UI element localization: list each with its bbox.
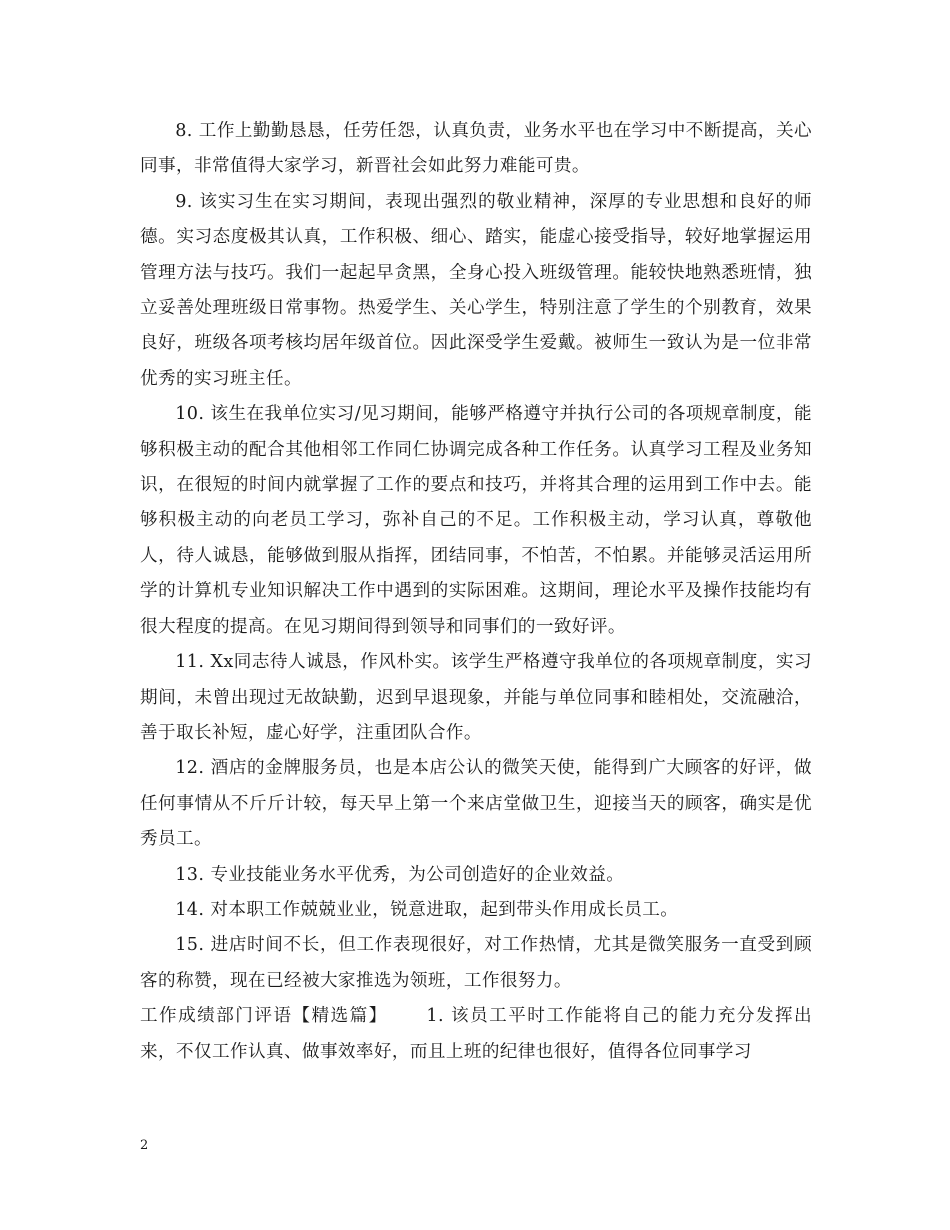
page-number: 2	[140, 1138, 149, 1153]
section-first-item: 1. 该员工平时工作能将自己的能力充分发挥出来，不仅工作认真、做事效率好，而且上班的纪律也很好，值得各位同事学习	[140, 1006, 813, 1062]
comment-paragraph-13: 13. 专业技能业务水平优秀，为公司创造好的企业效益。	[175, 864, 625, 885]
comment-paragraph-10: 10. 该生在我单位实习/见习期间，能够严格遵守并执行公司的各项规章制度，能够积极主动的配合其他相邻工作同仁协调完成各种工作任务。认真学习工程及业务知识，在很短的时间内就掌握了工作的要点和技巧，并将其合理的运用到工作中去。能够积极主动的向老员工学习，弥补自己的不足。工作积极主动，学习认真，尊敬他人，待人诚恳，能够做到服从指挥，团结同事，不怕苦，不怕累。并能够灵活运用所学的计算机专业知识解决工作中遇到的实际困难。这期间，理论水平及操作技能均有很大程度的提高。在见习期间得到领导和同事们的一致好评。	[140, 404, 812, 637]
comment-paragraph-9: 9. 该实习生在实习期间，表现出强烈的敬业精神，深厚的专业思想和良好的师德。实习态度极其认真，工作积极、细心、踏实，能虚心接受指导，较好地掌握运用管理方法与技巧。我们一起起早贪黑，全身心投入班级管理。能较快地熟悉班情，独立妥善处理班级日常事物。热爱学生、关心学生，特别注意了学生的个别教育，效果良好，班级各项考核均居年级首位。因此深受学生爱戴。被师生一致认为是一位非常优秀的实习班主任。	[140, 191, 812, 389]
section-heading: 工作成绩部门评语【精选篇】	[140, 1006, 388, 1027]
comment-paragraph-8: 8. 工作上勤勤恳恳，任劳任怨，认真负责，业务水平也在学习中不断提高，关心同事，非常值得大家学习，新晋社会如此努力难能可贵。	[140, 121, 812, 177]
comment-paragraph-14: 14. 对本职工作兢兢业业，锐意进取，起到带头作用成长员工。	[175, 899, 679, 920]
comment-paragraph-12: 12. 酒店的金牌服务员，也是本店公认的微笑天使，能得到广大顾客的好评，做任何事情从不斤斤计较，每天早上第一个来店堂做卫生，迎接当天的顾客，确实是优秀员工。	[140, 758, 812, 850]
comment-paragraph-15: 15. 进店时间不长，但工作表现很好，对工作热情，尤其是微笑服务一直受到顾客的称赞，现在已经被大家推选为领班，工作很努力。	[140, 935, 812, 991]
document-body	[140, 114, 812, 1070]
section-paragraph	[140, 999, 812, 1070]
comment-paragraph-11: 11. Xx同志待人诚恳，作风朴实。该学生严格遵守我单位的各项规章制度，实习期间，未曾出现过无故缺勤，迟到早退现象，并能与单位同事和睦相处，交流融洽，善于取长补短，虚心好学，注重团队合作。	[140, 652, 812, 743]
